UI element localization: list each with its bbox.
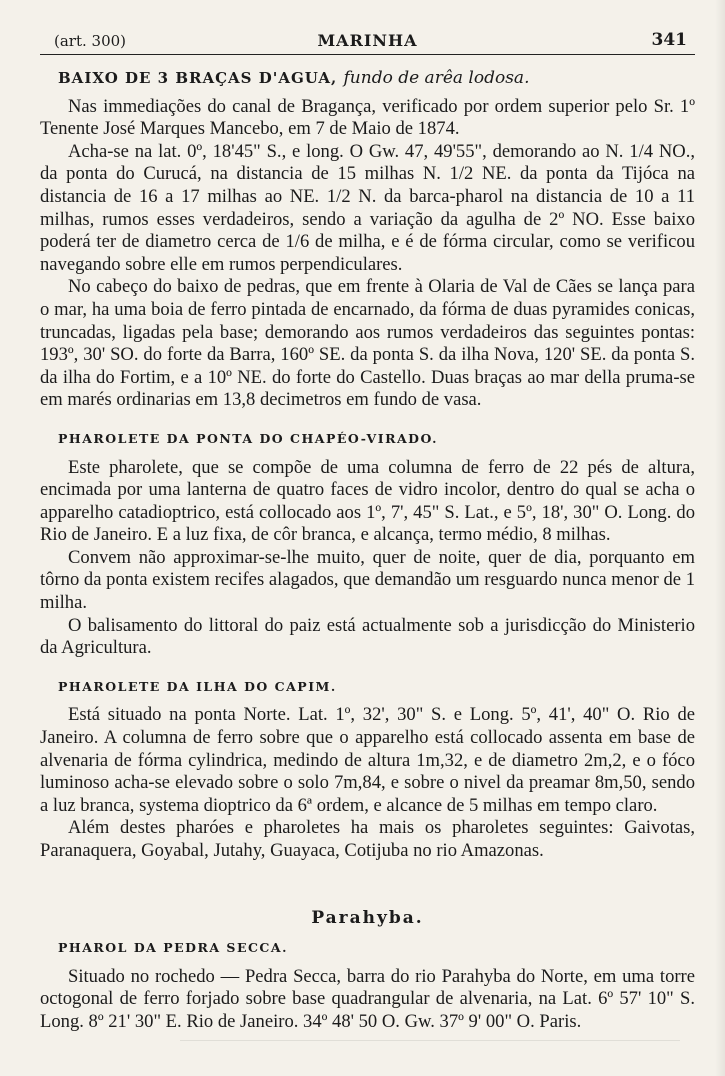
- paragraph-baixo-2: Acha-se na lat. 0º, 18'45" S., e long. O Gw. 47, 49'55", demorando ao N. 1/4 NO., da ponta do Curucá, na distancia de 15 milhas N. 1/2 NE. da ponta da Tijóca na distancia de 16 a 17 milhas ao NE. 1/2 N. da barca-pharol na distancia de 10 a 11 milhas, rumos esses verdadeiros, sendo a variação da agulha de 2º NO. Esse baixo poderá ter de diametro cerca de 1/6 de milha, e é de fórma circular, como se verificou navegando sobre elle em rumos perpendiculares.: [40, 140, 695, 275]
- paragraph-capim-2: Além destes pharóes e pharoletes ha mais os pharoletes seguintes: Gaivotas, Paranaquera, Goyabal, Jutahy, Guayaca, Cotijuba no rio Amazonas.: [40, 817, 695, 861]
- page-edge-shadow: [715, 0, 725, 1076]
- paragraph-secca-1: Situado no rochedo — Pedra Secca, barra do rio Parahyba do Norte, em uma torre octogonal de ferro forjado sobre base quadrangular de alvenaria, na Lat. 6º 57' 10" S. Long. 8º 21' 30" E. Rio de Janeiro. 34º 48' 50 O. Gw. 37º 9' 00" O. Paris.: [40, 965, 695, 1032]
- section-heading-secca: PHAROL DA PEDRA SECCA.: [58, 940, 288, 956]
- page-bottom-smudge: [180, 1040, 680, 1041]
- running-head: [40, 26, 695, 55]
- section-heading-capim: PHAROLETE DA ILHA DO CAPIM.: [58, 678, 337, 694]
- paragraph-chape-3: O balisamento do littoral do paiz está actualmente sob a jurisdicção do Ministerio da Agricultura.: [40, 614, 695, 659]
- paragraph-chape-1: Este pharolete, que se compõe de uma columna de ferro de 22 pés de altura, encimada por uma lanterna de quatro faces de vidro incolor, dentro do qual se acha o apparelho catadioptrico, está collocado aos 1º, 7', 45" S. Lat., e 5º, 18', 30" O. Long. do Rio de Janeiro. E a luz fixa, de côr branca, e alcança, termo médio, 8 milhas.: [40, 456, 695, 546]
- article-reference: (art. 300): [54, 32, 127, 50]
- baixo-heading-text: BAIXO DE 3 BRAÇAS D'AGUA,: [58, 69, 338, 87]
- section-heading-chape: PHAROLETE DA PONTA DO CHAPÉO-VIRADO.: [58, 430, 439, 446]
- page-number: 341: [651, 30, 687, 50]
- paragraph-capim-1: Está situado na ponta Norte. Lat. 1º, 32', 30" S. e Long. 5º, 41', 40" O. Rio de Janeiro. A columna de ferro sobre que o apparelho está collocado assenta em base de alvenaria de fórma cylindrica, medindo de altura 1m,32, e de diametro 2m,2, e o fóco luminoso acha-se elevado sobre o solo 7m,84, e sobre o nivel da preamar 8m,50, sendo a luz branca, systema dioptrico da 6ª ordem, e alcance de 5 milhas em tempo claro.: [40, 704, 695, 816]
- baixo-heading-italic: fundo de arêa lodosa.: [343, 68, 530, 88]
- page-body: [40, 67, 695, 1034]
- section-title-parahyba: Parahyba.: [311, 907, 424, 928]
- paragraph-baixo-3: No cabeço do baixo de pedras, que em frente à Olaria de Val de Cães se lança para o mar, ha uma boia de ferro pintada de encarnado, da fórma de duas pyramides conicas, truncadas, ligadas pela base; demorando aos rumos verdadeiros das seguintes pontas: 193º, 30' SO. do forte da Barra, 160º SE. da ponta S. da ilha Nova, 120' SE. da ponta S. da ilha do Fortim, e a 10º NE. do forte do Castello. Duas braças ao mar della pruma-se em marés ordinarias em 13,8 decimetros em fundo de vasa.: [40, 276, 695, 411]
- paragraph-chape-2: Convem não approximar-se-lhe muito, quer de noite, quer de dia, porquanto em tôrno da ponta existem recifes alagados, que demandão um resguardo nunca menor de 1 milha.: [40, 546, 695, 614]
- chapter-title: MARINHA: [317, 31, 418, 50]
- paragraph-baixo-1: Nas immediações do canal de Bragança, verificado por ordem superior pelo Sr. 1º Tenente José Marques Mancebo, em 7 de Maio de 1874.: [40, 95, 695, 140]
- section-heading-baixo: [58, 67, 695, 90]
